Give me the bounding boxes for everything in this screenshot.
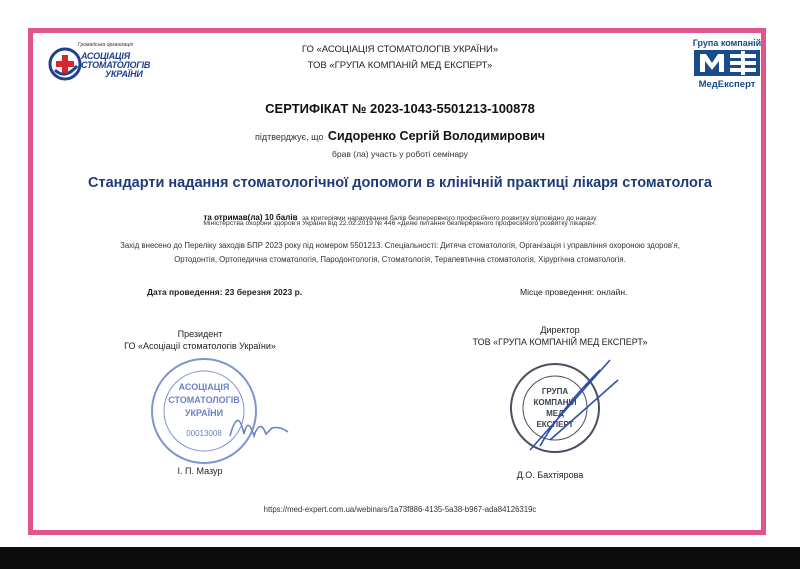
points-bold: та отримав(ла) 10 балів: [203, 213, 298, 222]
right-stamp-text-2: КОМПАНІЙ: [533, 398, 577, 407]
director-role: Директор: [540, 325, 580, 335]
left-signature-scribble: [230, 420, 288, 436]
logo-right-bottom-text: МедЕксперт: [698, 79, 756, 90]
logo-line-2: СТОМАТОЛОГІВ: [81, 60, 151, 70]
director-org: ТОВ «ГРУПА КОМПАНІЙ МЕД ЕКСПЕРТ»: [472, 337, 648, 347]
medexpert-stamp: [500, 350, 630, 465]
bottom-bar: [0, 547, 800, 569]
left-stamp-text-1: АСОЦІАЦІЯ: [178, 382, 230, 392]
left-stamp-text-2: СТОМАТОЛОГІВ: [168, 395, 240, 405]
logo-line-3: УКРАЇНИ: [105, 69, 143, 79]
event-date: Дата проведення: 23 березня 2023 р.: [147, 287, 303, 297]
me-plus-mark-icon: [692, 48, 762, 78]
participation-text: брав (ла) участь у роботі семінару: [332, 149, 468, 159]
right-stamp-text-4: ЕКСПЕРТ: [536, 420, 574, 429]
right-stamp-text-1: ГРУПА: [541, 387, 569, 396]
logo-right-top-text: Група компаній: [692, 38, 762, 48]
certificate-title: СЕРТИФІКАТ № 2023-1043-5501213-100878: [265, 101, 535, 116]
confirms-prefix: підтверджує, що: [254, 132, 324, 142]
event-place: Місце проведення: онлайн.: [520, 287, 628, 297]
left-stamp-code: 00013008: [186, 429, 222, 438]
director-name: Д.О. Бахтіярова: [516, 470, 584, 480]
org-line-2: ТОВ «ГРУПА КОМПАНІЙ МЕД ЕКСПЕРТ»: [307, 60, 493, 71]
left-stamp-text-3: УКРАЇНИ: [184, 408, 224, 418]
recipient-name: Сидоренко Сергій Володимирович: [327, 129, 546, 143]
order-line: Міністерства охорони здоров'я України від 22.02.2019 № 446 «Деякі питання безперервного професійного розвитку лікарів».: [203, 220, 597, 227]
association-logo: [43, 42, 153, 92]
president-org: ГО «Асоціації стоматологів України»: [124, 341, 276, 351]
details-line-1: Захід внесено до Переліку заходів БПР 2023 року під номером 5501213. Спеціальності: Дитяча стоматологія, Організація і управління охороною здоров'я,: [120, 241, 680, 250]
logo-small-text: Громадська організація: [78, 42, 133, 48]
right-stamp-text-3: МЕД: [546, 409, 564, 418]
president-role: Президент: [177, 329, 223, 339]
recipient-line: [150, 127, 650, 145]
medexpert-logo: [692, 38, 762, 94]
red-cross-circle-icon: [47, 46, 83, 82]
association-stamp: [140, 356, 300, 466]
org-line-1: ГО «АСОЦІАЦІЯ СТОМАТОЛОГІВ УКРАЇНИ»: [301, 44, 499, 55]
seminar-title: Стандарти надання стоматологічної допомоги в клінічній практиці лікаря стоматолога: [88, 175, 712, 191]
points-rest: за критеріями нарахування балів безперервного професійного розвитку відповідно до наказу: [301, 215, 597, 222]
details-line-2: Ортодонтія, Ортопедична стоматологія, Пародонтологія, Стоматологія, Терапевтична стоматологія, Хірургічна стоматологія.: [174, 255, 626, 264]
verification-url[interactable]: https://med-expert.com.ua/webinars/1a73f886-4135-5a38-b967-ada84126319c: [263, 505, 537, 514]
logo-line-1: АСОЦІАЦІЯ: [81, 51, 130, 61]
president-name: І. П. Мазур: [177, 466, 223, 476]
